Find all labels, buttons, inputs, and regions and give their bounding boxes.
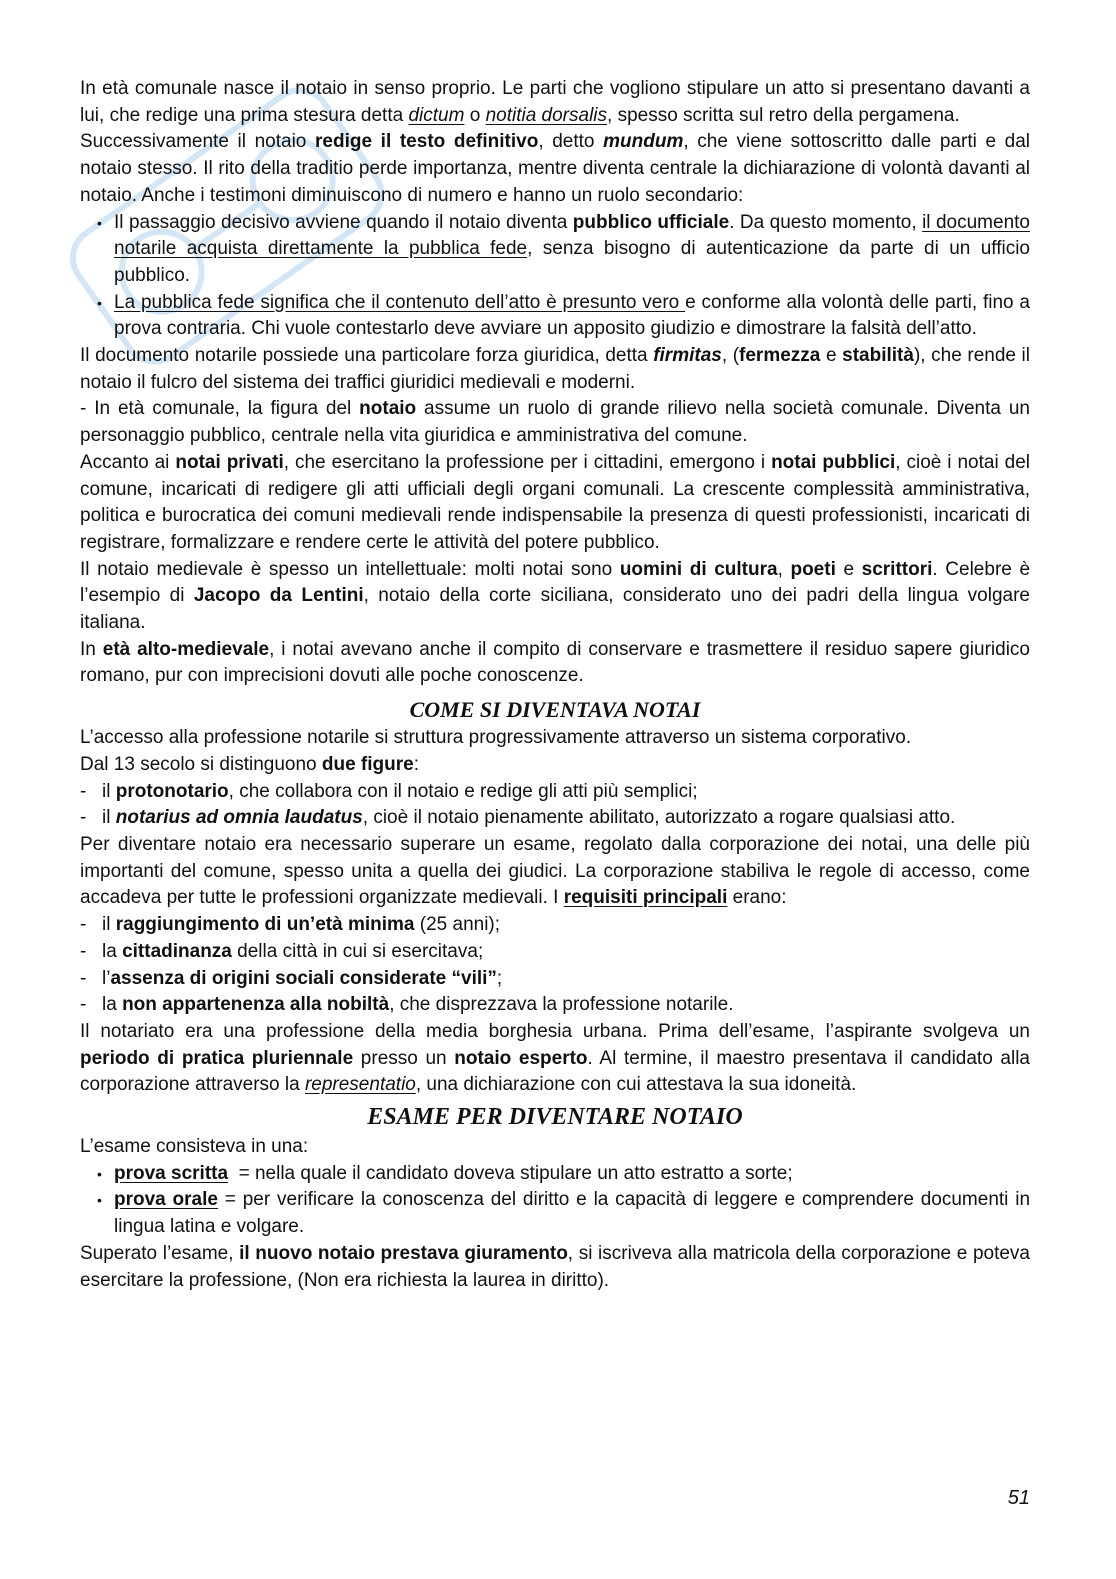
section-heading-come-si-diventava-notai: COME SI DIVENTAVA NOTAI [409, 697, 701, 723]
document-page [80, 76, 1030, 1294]
list-item: - il notarius ad omnia laudatus, cioè il notaio pienamente abilitato, autorizzato a rogare qualsiasi atto. [80, 805, 1030, 832]
paragraph-notariato: Il notariato era una professione della media borghesia urbana. Prima dell’esame, l’aspirante svolgeva un periodo di pratica pluriennale presso un notaio esperto. Al termine, il maestro presentava il candidato alla corporazione attraverso la representatio, una dichiarazione con cui attestava la sua idoneità. [80, 1020, 1030, 1096]
list-item: - il protonotario, che collabora con il notaio e redige gli atti più semplici; [80, 779, 1030, 806]
paragraph-esame-consisteva: L’esame consisteva in una: [80, 1136, 309, 1158]
paragraph-ruolo-notaio: - In età comunale, la figura del notaio assume un ruolo di grande rilievo nella società comunale. Diventa un personaggio pubblico, centrale nella vita giuridica e amministrativa del comune. [80, 398, 1030, 447]
paragraph-firmitas: Il documento notarile possiede una particolare forza giuridica, detta firmitas, (fermezza e stabilità), che rende il notaio il fulcro del sistema dei traffici giuridici medievali e moderni. [80, 345, 1030, 393]
paragraph-due-figure: Dal 13 secolo si distinguono due figure: [80, 753, 419, 775]
paragraph-mundum: Successivamente il notaio redige il testo definitivo, detto mundum, che viene sottoscritto dalle parti e dal notaio stesso. Il rito della traditio perde importanza, mentre diventa centrale la dichiarazione di volontà davanti al notaio. Anche i testimoni diminuiscono di numero e hanno un ruolo secondario: [80, 131, 1031, 206]
paragraph-notai-pubblici: Accanto ai notai privati, che esercitano la professione per i cittadini, emergono i notai pubblici, cioè i notai del comune, incaricati di redigere gli atti ufficiali degli organi comunali. La crescente complessità amministrativa, politica e burocratica dei comuni medievali rende indispensabile la presenza di questi professionisti, incaricati di registrare, formalizzare e rendere certe le attività del potere pubblico. [80, 451, 1030, 553]
term-mundum: mundum [603, 131, 684, 153]
term-representatio: representatio [304, 1074, 416, 1096]
list-item: • Il passaggio decisivo avviene quando il notaio diventa pubblico ufficiale. Da questo momento, il documento notarile acquista direttamente la pubblica fede, senza bisogno di autenticazione da parte di un ufficio pubblico. [80, 210, 1030, 290]
paragraph-giuramento: Superato l’esame, il nuovo notaio prestava giuramento, si iscriveva alla matricola della corporazione e poteva esercitare la professione, (Non era richiesta la laurea in diritto). [80, 1242, 1030, 1291]
list-item: - l’assenza di origini sociali considerate “vili”; [80, 966, 1030, 993]
paragraph-esame-corporazione: Per diventare notaio era necessario superare un esame, regolato dalla corporazione dei notai, una delle più importanti del comune, spesso unita a quella dei giudici. La corporazione stabiliva le regole di accesso, come accadeva per tutte le professioni organizzate medievali. I requisiti principali erano: [80, 833, 1030, 909]
term-notitia-dorsalis: notitia dorsalis [485, 104, 608, 126]
list-item: • prova orale = per verificare la conoscenza del diritto e la capacità di leggere e comprendere documenti in lingua latina e volgare. [80, 1187, 1030, 1240]
list-item: • prova scritta = nella quale il candidato doveva stipulare un atto estratto a sorte; [80, 1161, 1030, 1188]
list-item: - la non appartenenza alla nobiltà, che disprezzava la professione notarile. [80, 992, 1030, 1019]
term-dictum: dictum [408, 104, 465, 126]
dash-list-requisiti [80, 912, 1030, 1019]
paragraph-alto-medievale: In età alto-medievale, i notai avevano anche il compito di conservare e trasmettere il residuo sapere giuridico romano, pur con imprecisioni dovuti alle poche conoscenze. [80, 638, 1030, 687]
bullet-list-prove [80, 1161, 1030, 1241]
section-heading-esame-per-diventare-notaio: ESAME PER DIVENTARE NOTAIO [367, 1104, 743, 1131]
list-item: - la cittadinanza della città in cui si esercitava; [80, 939, 1030, 966]
term-firmitas: firmitas [653, 345, 722, 367]
page-number: 51 [1007, 1487, 1030, 1509]
paragraph-accesso: L’accesso alla professione notarile si struttura progressivamente attraverso un sistema corporativo. [80, 727, 912, 749]
list-item: - il raggiungimento di un’età minima (25 anni); [80, 912, 1030, 939]
list-item: • La pubblica fede significa che il contenuto dell’atto è presunto vero e conforme alla volontà delle parti, fino a prova contraria. Chi vuole contestarlo deve avviare un apposito giudizio e dimostrare la falsità dell’atto. [80, 290, 1030, 343]
bullet-list-pubblica-fede [80, 210, 1030, 344]
dash-list-figure [80, 779, 1030, 832]
paragraph-intellettuale: Il notaio medievale è spesso un intellettuale: molti notai sono uomini di cultura, poeti e scrittori. Celebre è l’esempio di Jacopo da Lentini, notaio della corte siciliana, considerato uno dei padri della lingua volgare italiana. [80, 558, 1031, 634]
paragraph-notaio-comunale: In età comunale nasce il notaio in senso proprio. Le parti che vogliono stipulare un atto si presentano davanti a lui, che redige una prima stesura detta dictum o notitia dorsalis, spesso scritta sul retro della pergamena. [80, 78, 1030, 126]
